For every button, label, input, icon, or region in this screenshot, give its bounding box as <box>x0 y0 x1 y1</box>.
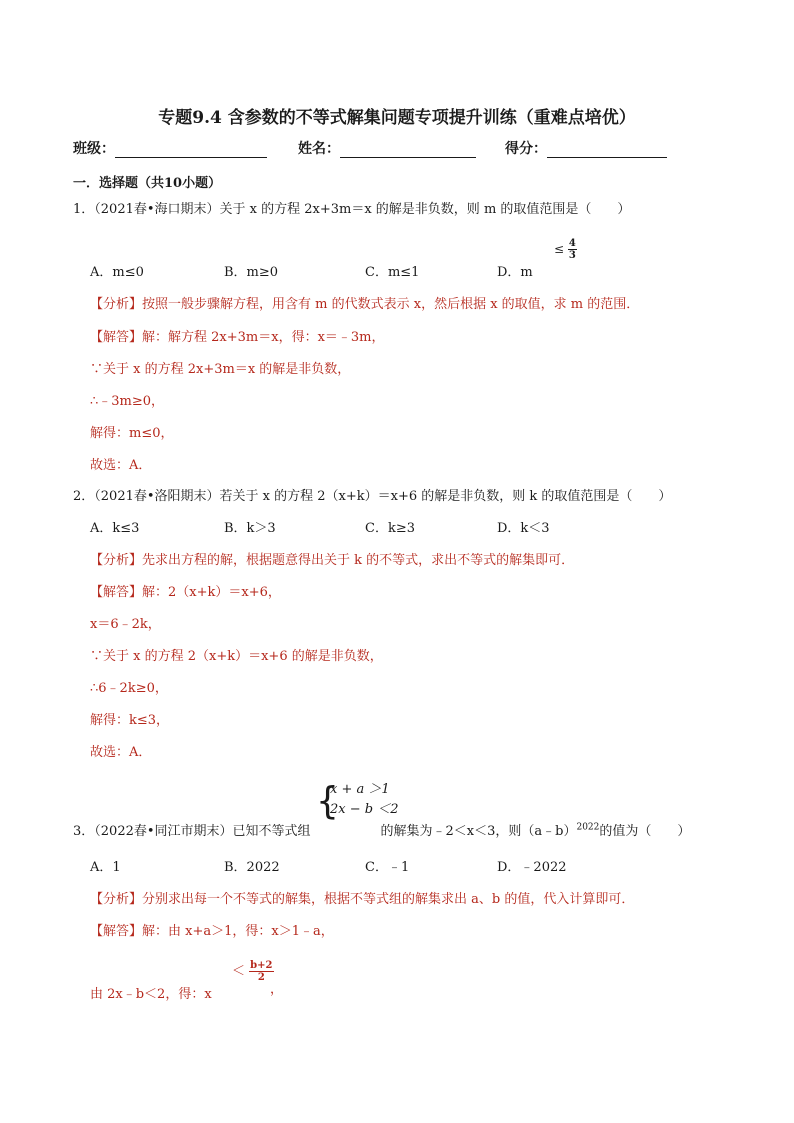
q1-answer <box>90 326 385 345</box>
q1-option-d-label: D．m <box>497 265 533 280</box>
q2-answer-tag: 【解答】 <box>90 585 143 600</box>
q3-answer-line2-symbol: ＜ <box>232 964 246 979</box>
q2-option-a: A．k≤3 <box>90 521 140 536</box>
class-field <box>73 138 267 158</box>
q1-analysis <box>90 293 639 312</box>
q1-answer-line5: 故选：A． <box>90 458 152 473</box>
q3-system-line2: 2x − b ＜2 <box>330 802 399 817</box>
q2-answer-line5: 解得：k≤3， <box>90 713 170 728</box>
q3-answer <box>90 920 334 939</box>
q3-answer-line2-numerator: b+2 <box>250 960 273 971</box>
q2-answer <box>90 581 281 600</box>
q2-analysis-text: 先求出方程的解，根据题意得出关于 k 的不等式，求出不等式的解集即可． <box>142 553 575 568</box>
class-blank <box>115 143 267 158</box>
name-field <box>298 138 476 158</box>
page-title: 专题9.4 含参数的不等式解集问题专项提升训练（重难点培优） <box>158 108 636 128</box>
q2-stem: 2．（2021春•洛阳期末）若关于 x 的方程 2（x+k）＝x+6 的解是非负数，则 k 的取值范围是（ ） <box>73 489 672 504</box>
q3-analysis-text: 分别求出每一个不等式的解集，根据不等式组的解集求出 a、b 的值，代入计算即可． <box>142 892 635 907</box>
q2-answer-line6: 故选：A． <box>90 745 152 760</box>
q1-option-b: B．m≥0 <box>224 265 279 280</box>
class-label: 班级： <box>73 141 115 157</box>
q1-analysis-text: 按照一般步骤解方程，用含有 m 的代数式表示 x，然后根据 x 的取值，求 m 的范围． <box>142 297 640 312</box>
q2-option-b: B．k＞3 <box>224 521 276 536</box>
score-blank <box>547 143 667 158</box>
q3-system-line1: x + a ＞1 <box>330 782 390 797</box>
q2-answer-line4: ∴6﹣2k≥0， <box>90 681 168 696</box>
q1-option-d-symbol: ≤ <box>554 242 565 256</box>
q3-answer-tag: 【解答】 <box>90 924 143 939</box>
q3-answer-line2-fraction <box>232 960 274 983</box>
q2-option-c: C．k≥3 <box>365 521 415 536</box>
score-field <box>505 138 667 158</box>
q2-answer-line2: x＝6﹣2k， <box>90 617 161 632</box>
q3-stem-pre: 3．（2022春•同江市期末）已知不等式组 <box>73 824 311 839</box>
q3-stem-exponent: 2022 <box>576 822 600 833</box>
q2-analysis-tag: 【分析】 <box>90 553 143 568</box>
section-heading: 一．选择题（共10小题） <box>73 176 222 191</box>
q1-option-d-denominator: 3 <box>568 250 576 261</box>
q2-answer-line3: ∵关于 x 的方程 2（x+k）＝x+6 的解是非负数， <box>90 649 383 664</box>
q1-option-c: C．m≤1 <box>365 265 420 280</box>
q1-option-d <box>497 261 533 280</box>
q1-option-a: A．m≤0 <box>90 265 144 280</box>
q3-option-a: A．1 <box>90 860 121 875</box>
q3-inequality-system <box>330 780 399 820</box>
q3-option-c: C．﹣1 <box>365 860 410 875</box>
q3-stem <box>73 820 690 839</box>
q3-answer-line2-end: ， <box>270 982 284 997</box>
q3-answer-line2-pre: 由 2x﹣b＜2，得：x <box>90 987 212 1002</box>
q1-answer-line2: ∵关于 x 的方程 2x+3m＝x 的解是非负数， <box>90 362 351 377</box>
q1-answer-line1: 解：解方程 2x+3m＝x，得：x＝﹣3m， <box>142 330 385 345</box>
q3-system-brace: { <box>316 779 339 823</box>
q3-analysis-tag: 【分析】 <box>90 892 143 907</box>
q1-stem: 1．（2021春•海口期末）关于 x 的方程 2x+3m＝x 的解是非负数，则 m 的取值范围是（ ） <box>73 202 631 217</box>
name-label: 姓名： <box>298 141 340 157</box>
q2-analysis <box>90 549 574 568</box>
q2-answer-line1: 解：2（x+k）＝x+6， <box>142 585 281 600</box>
q3-answer-line1: 解：由 x+a＞1，得：x＞1﹣a， <box>142 924 334 939</box>
q1-answer-line4: 解得：m≤0， <box>90 426 174 441</box>
q3-answer-line2-denominator: 2 <box>257 972 265 983</box>
name-blank <box>340 143 476 158</box>
q3-stem-end: 的值为（ ） <box>599 824 691 839</box>
q1-option-d-numerator: 4 <box>568 238 576 249</box>
q1-answer-line3: ∴﹣3m≥0， <box>90 394 165 409</box>
score-label: 得分： <box>505 141 547 157</box>
q2-option-d: D．k＜3 <box>497 521 550 536</box>
q3-analysis <box>90 888 634 907</box>
q3-stem-post: 的解集为﹣2＜x＜3，则（a﹣b） <box>380 824 577 839</box>
q1-option-d-fraction <box>554 238 577 261</box>
q1-answer-tag: 【解答】 <box>90 330 143 345</box>
q3-option-d: D．﹣2022 <box>497 860 567 875</box>
q1-analysis-tag: 【分析】 <box>90 297 143 312</box>
q3-option-b: B．2022 <box>224 860 280 875</box>
